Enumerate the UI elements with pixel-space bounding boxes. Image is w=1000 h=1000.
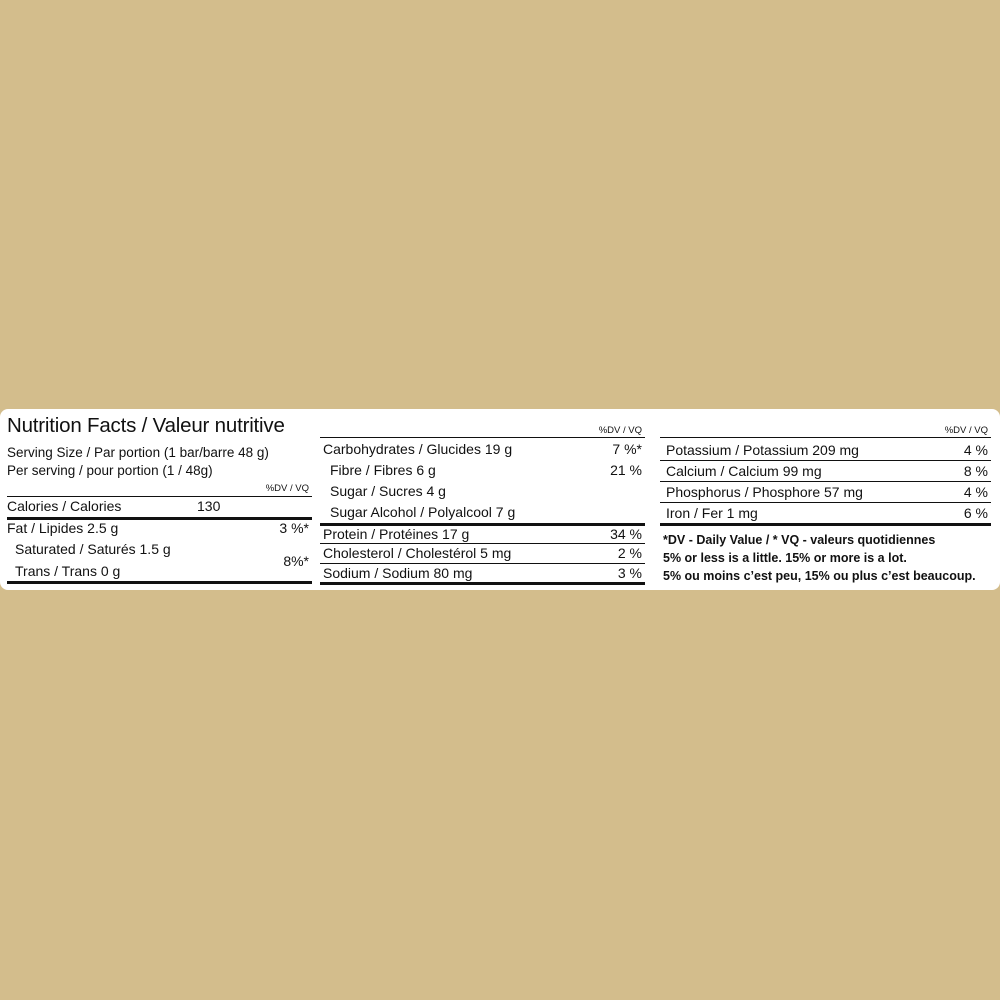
fat-row <box>7 520 312 540</box>
nutrition-label <box>0 409 1000 590</box>
per-serving: Per serving / pour portion (1 / 48g) <box>7 463 213 478</box>
calories-value: 130 <box>197 498 221 514</box>
serving-size: Serving Size / Par portion (1 bar/barre 48 g) <box>7 445 269 460</box>
divider <box>320 543 645 544</box>
protein-dv: 34 % <box>610 526 642 542</box>
label-title: Nutrition Facts / Valeur nutritive <box>7 414 285 437</box>
dv-header: %DV / VQ <box>944 425 988 436</box>
sugar-alcohol-label: Sugar Alcohol / Polyalcool 7 g <box>330 504 516 520</box>
calcium-row <box>660 463 991 483</box>
sodium-dv: 3 % <box>617 565 642 581</box>
cholesterol-dv: 2 % <box>617 545 642 561</box>
divider <box>320 437 645 438</box>
trans-row <box>7 563 312 583</box>
divider <box>660 502 991 503</box>
potassium-dv: 4 % <box>963 442 988 458</box>
footnote-line-2: 5% or less is a little. 15% or more is a lot. <box>663 551 907 565</box>
calcium-dv: 8 % <box>963 463 988 479</box>
calories-row <box>7 498 312 518</box>
sugar-label: Sugar / Sucres 4 g <box>330 483 446 499</box>
sat-trans-dv: 8%* <box>283 553 309 569</box>
fat-dv: 3 %* <box>279 520 309 536</box>
sugar-row <box>320 483 645 503</box>
sugar-alcohol-row <box>320 504 645 524</box>
divider <box>660 523 991 526</box>
dv-header: %DV / VQ <box>265 483 309 494</box>
cholesterol-label: Cholesterol / Cholestérol 5 mg <box>323 545 512 561</box>
cholesterol-row <box>320 545 645 565</box>
saturated-row <box>7 541 312 561</box>
fibre-row <box>320 462 645 482</box>
protein-label: Protein / Protéines 17 g <box>323 526 470 542</box>
footnote-line-1: *DV - Daily Value / * VQ - valeurs quotidiennes <box>663 533 936 547</box>
iron-label: Iron / Fer 1 mg <box>666 505 758 521</box>
potassium-row <box>660 442 991 462</box>
divider <box>660 437 991 438</box>
footnote-line-3: 5% ou moins c’est peu, 15% ou plus c’est beaucoup. <box>663 569 976 583</box>
dv-header: %DV / VQ <box>598 425 642 436</box>
carbs-row <box>320 441 645 461</box>
fibre-label: Fibre / Fibres 6 g <box>330 462 436 478</box>
column-minerals <box>660 409 991 590</box>
divider <box>660 481 991 482</box>
calcium-label: Calcium / Calcium 99 mg <box>666 463 822 479</box>
sodium-label: Sodium / Sodium 80 mg <box>323 565 473 581</box>
iron-row <box>660 505 991 525</box>
divider <box>320 582 645 585</box>
potassium-label: Potassium / Potassium 209 mg <box>666 442 859 458</box>
trans-label: Trans / Trans 0 g <box>15 563 121 579</box>
carbs-label: Carbohydrates / Glucides 19 g <box>323 441 513 457</box>
divider <box>320 563 645 564</box>
carbs-dv: 7 %* <box>612 441 642 457</box>
column-carbs <box>320 409 645 590</box>
fibre-dv: 21 % <box>610 462 642 478</box>
saturated-label: Saturated / Saturés 1.5 g <box>15 541 171 557</box>
phosphorus-label: Phosphorus / Phosphore 57 mg <box>666 484 863 500</box>
iron-dv: 6 % <box>963 505 988 521</box>
fat-label: Fat / Lipides 2.5 g <box>7 520 119 536</box>
divider <box>660 460 991 461</box>
phosphorus-dv: 4 % <box>963 484 988 500</box>
phosphorus-row <box>660 484 991 504</box>
column-main <box>7 409 312 590</box>
calories-label: Calories / Calories <box>7 498 122 514</box>
divider <box>7 496 312 497</box>
divider <box>7 581 312 584</box>
